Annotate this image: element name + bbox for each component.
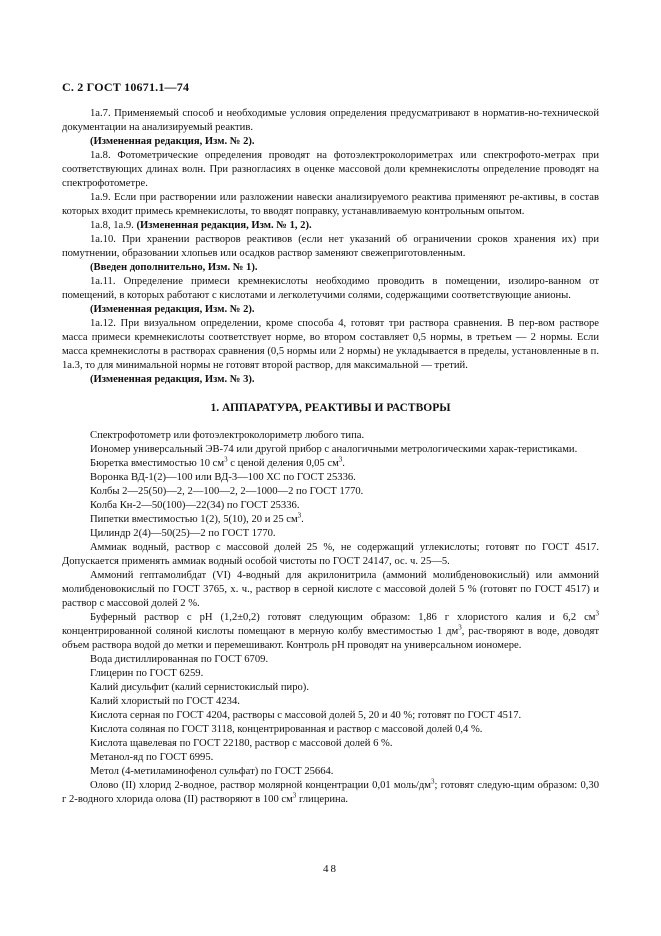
list-item [62,695,599,709]
text-run: Колба Кн-2—50(100)—22(34) по ГОСТ 25336. [90,500,300,511]
text-run: Воронка ВД-1(2)—100 или ВД-3—100 ХС по ГОСТ 25336. [90,472,356,483]
amendment-note [62,373,599,387]
text-run: Кислота серная по ГОСТ 4204, растворы с массовой долей 5, 20 и 40 %; готовят по ГОСТ 4517. [90,710,522,721]
list-item [62,443,599,457]
text-run: 1а.10. При хранении растворов реактивов (если нет указаний об ограничении сроков хранения их) при помутнении, образовании хлопьев или осадков раствор заменяют свежеприготовленным. [62,234,599,259]
list-item [62,765,599,779]
text-run: (Введен дополнительно, Изм. № 1). [90,262,258,273]
text-run: Буферный раствор с рН (1,2±0,2) готовят следующим образом: 1,86 г хлористого калия и 6,2 см [90,612,596,623]
superscript: 3 [338,455,343,464]
text-run: Кислота соляная по ГОСТ 3118, концентрированная и раствор с массовой долей 0,4 %. [90,724,483,735]
paragraph [62,317,599,373]
list-item [62,513,599,527]
paragraph [62,149,599,191]
list-item [62,611,599,653]
text-run: Глицерин по ГОСТ 6259. [90,668,204,679]
page-content [62,107,599,807]
text-run: Вода дистиллированная по ГОСТ 6709. [90,654,269,665]
list-item [62,499,599,513]
equipment-list [62,429,599,807]
paragraph [62,275,599,303]
list-item [62,541,599,569]
text-run: Спектрофотометр или фотоэлектроколориметр любого типа. [90,430,365,441]
superscript: 3 [297,511,302,520]
list-item [62,709,599,723]
text-run: глицерина. [296,794,349,805]
text-run: (Измененная редакция, Изм. № 1, 2). [136,220,312,231]
text-run: Бюретка вместимостью 10 см [90,458,225,469]
text-run: с ценой деления 0,05 см [227,458,339,469]
text-run: , рас-творяют в воде, доводят объем раствора водой до метки и перемешивают. Контроль рН проводят на универсальном иономере. [62,626,599,651]
text-run: Пипетки вместимостью 1(2), 5(10), 20 и 25 см [90,514,298,525]
text-run: (Измененная редакция, Изм. № 3). [90,374,255,385]
list-item [62,723,599,737]
list-item [62,653,599,667]
list-item [62,751,599,765]
section-title: 1. АППАРАТУРА, РЕАКТИВЫ И РАСТВОРЫ [210,402,451,414]
text-run: Аммиак водный, раствор с массовой долей 25 %, не содержащий углекислоты; готовят по ГОСТ 4517. Допускается применять аммиак водный особой чистоты по ГОСТ 24147, ос. ч. 25—5. [62,542,599,567]
text-run: Иономер универсальный ЭВ-74 или другой прибор с аналогичными метрологическими харак-теристиками. [90,444,578,455]
text-run: 1а.12. При визуальном определении, кроме способа 4, готовят три раствора сравнения. В пер-вом растворе масса примеси кремнекислоты соответствует норме, во втором составляет 0,5 нормы, в третьем — 2 нормы. Если масса кремнекислоты в растворах сравнения (0,5 нормы или 2 нормы) не укладывается в пределы, установленные в п. 1а.3, то для минимальной нормы не готовят второй раствор, для максимальной — третий. [62,318,599,371]
text-run: 1а.8. Фотометрические определения проводят на фотоэлектроколориметрах или спектрофото-метрах при соответствующих длинах волн. При разногласиях в оценке массовой доли кремнекислоты определение проводят на спектрофотометре. [62,150,599,189]
text-run: 1а.9. Если при растворении или разложении навески анализируемого реактива применяют ре-активы, в состав которых входит примесь кремнекислоты, то вводят поправку, устанавливаемую контрольным опытом. [62,192,599,217]
list-item [62,527,599,541]
text-run: (Измененная редакция, Изм. № 2). [90,304,255,315]
text-run: Олово (II) хлорид 2-водное, раствор молярной концентрации 0,01 моль/дм [90,780,431,791]
text-run: . [301,514,304,525]
superscript: 3 [595,609,599,618]
list-item [62,471,599,485]
paragraph [62,107,599,135]
list-item [62,737,599,751]
text-run: Аммоний гептамолибдат (VI) 4-водный для акрилонитрила (аммоний молибденовокислый) или аммоний молибденовокислый по ГОСТ 3765, х. ч., раствор в серной кислоте с массовой долей 5 % (готовят по ГОСТ 4517) и раствор с массовой долей 2 %. [62,570,599,609]
text-run: (Измененная редакция, Изм. № 2). [90,136,255,147]
paragraph [62,191,599,219]
text-run: Калий хлористый по ГОСТ 4234. [90,696,240,707]
amendment-note [62,135,599,149]
page-header: С. 2 ГОСТ 10671.1—74 [62,80,190,94]
text-run: Метанол-яд по ГОСТ 6995. [90,752,214,763]
list-item [62,569,599,611]
superscript: 3 [224,455,228,464]
list-item [62,779,599,807]
paragraph [62,233,599,261]
amendment-note [62,261,599,275]
list-item [62,485,599,499]
text-run: . [342,458,345,469]
superscript: 3 [292,791,297,800]
superscript: 3 [430,777,435,786]
text-run: Метол (4-метиламинофенол сульфат) по ГОСТ 25664. [90,766,334,777]
superscript: 3 [458,623,462,632]
page-number: 48 [323,863,338,875]
text-run: Калий дисульфит (калий сернистокислый пиро). [90,682,309,693]
text-run: 1а.7. Применяемый способ и необходимые условия определения предусматривают в норматив-но-технической документации на анализируемый реактив. [62,108,599,133]
text-run: Кислота щавелевая по ГОСТ 22180, раствор с массовой долей 6 %. [90,738,393,749]
amendment-note [62,303,599,317]
text-run: 1а.8, 1а.9. [90,220,137,231]
text-run: 1а.11. Определение примеси кремнекислоты необходимо проводить в помещении, изолиро-ванном от помещений, в которых работают с кислотами и легколетучими солями, содержащими соответствующие анионы. [62,276,599,301]
list-item [62,429,599,443]
intro-paragraphs [62,107,599,387]
list-item [62,667,599,681]
paragraph [62,219,599,233]
list-item [62,681,599,695]
list-item [62,457,599,471]
text-run: ; готовят следую-щим образом: 0,30 г 2-водного хлорида олова (II) растворяют в 100 см [62,780,599,805]
text-run: Цилиндр 2(4)—50(25)—2 по ГОСТ 1770. [90,528,276,539]
text-run: концентрированной соляной кислоты помещают в мерную колбу вместимостью 1 дм [62,626,459,637]
text-run: Колбы 2—25(50)—2, 2—100—2, 2—1000—2 по ГОСТ 1770. [90,486,364,497]
